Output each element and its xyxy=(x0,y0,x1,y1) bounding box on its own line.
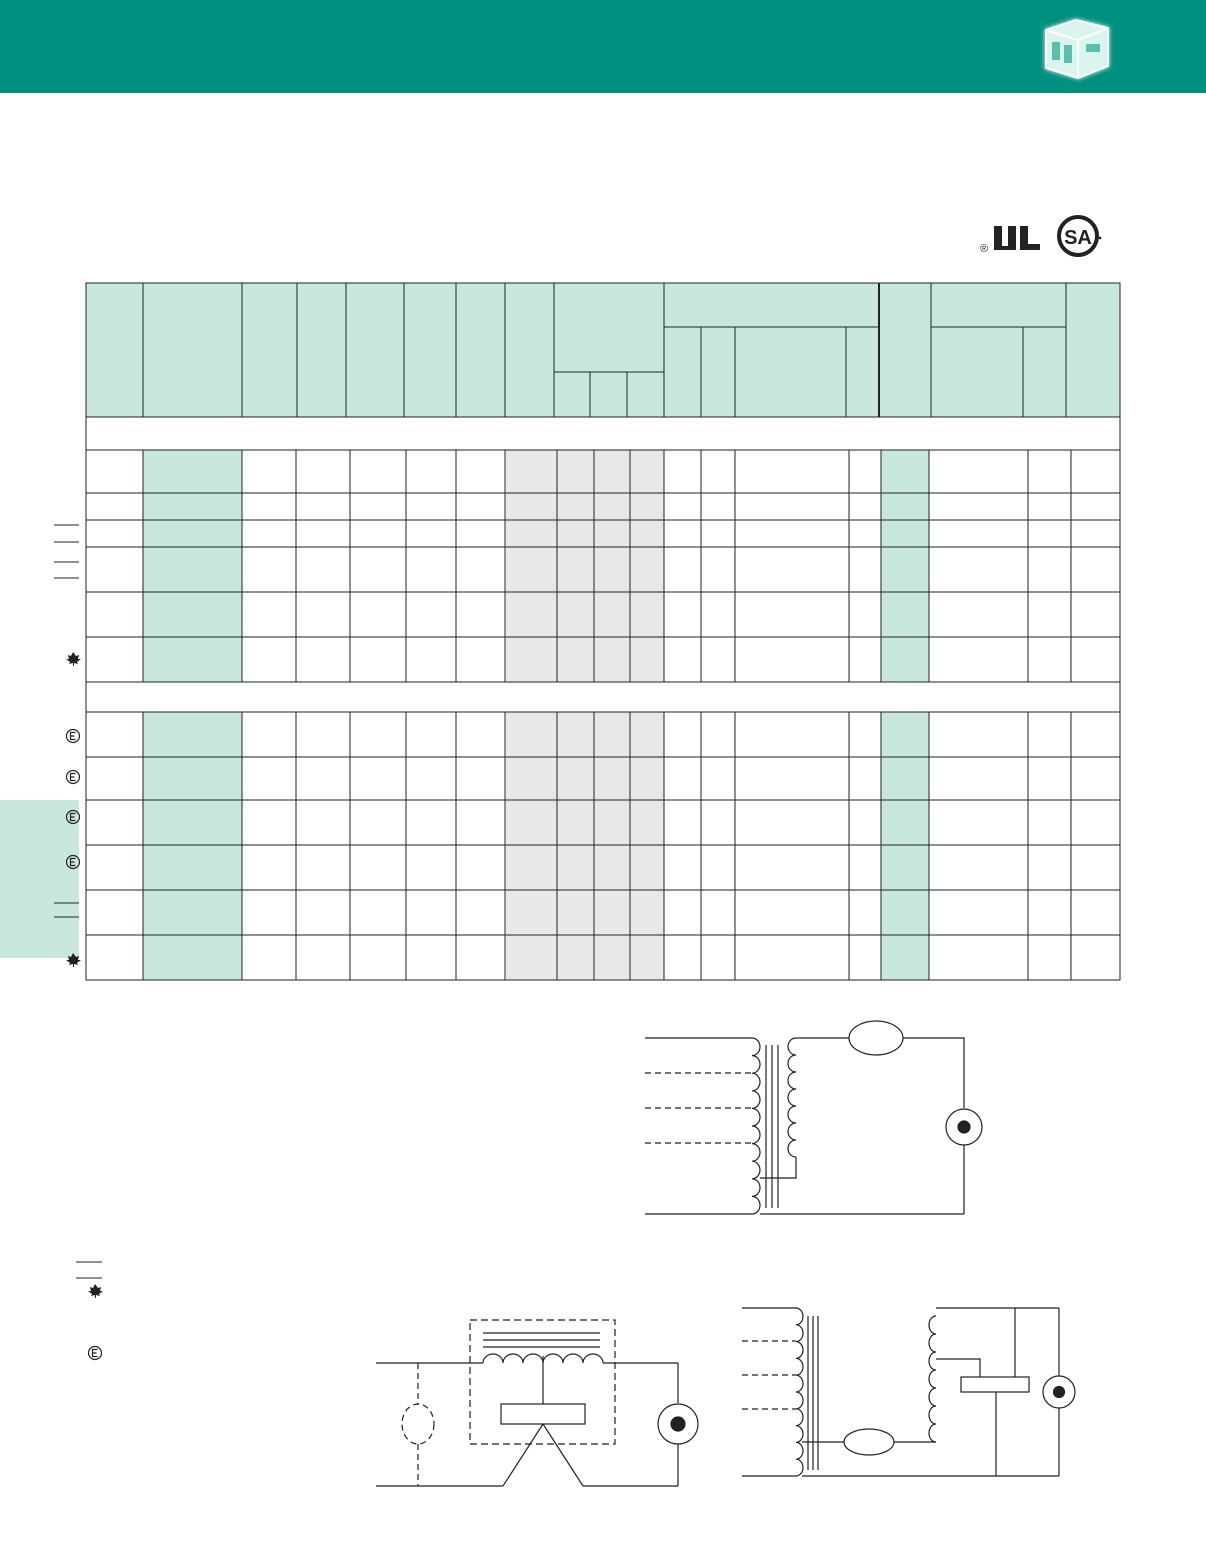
svg-text:®: ® xyxy=(980,243,989,255)
svg-text:SA: SA xyxy=(1064,227,1092,249)
transformer-circuit-bottom-right xyxy=(742,1308,1075,1476)
ballast-circuit-bottom-left xyxy=(376,1320,698,1486)
transformer-circuit-top xyxy=(645,1021,982,1214)
